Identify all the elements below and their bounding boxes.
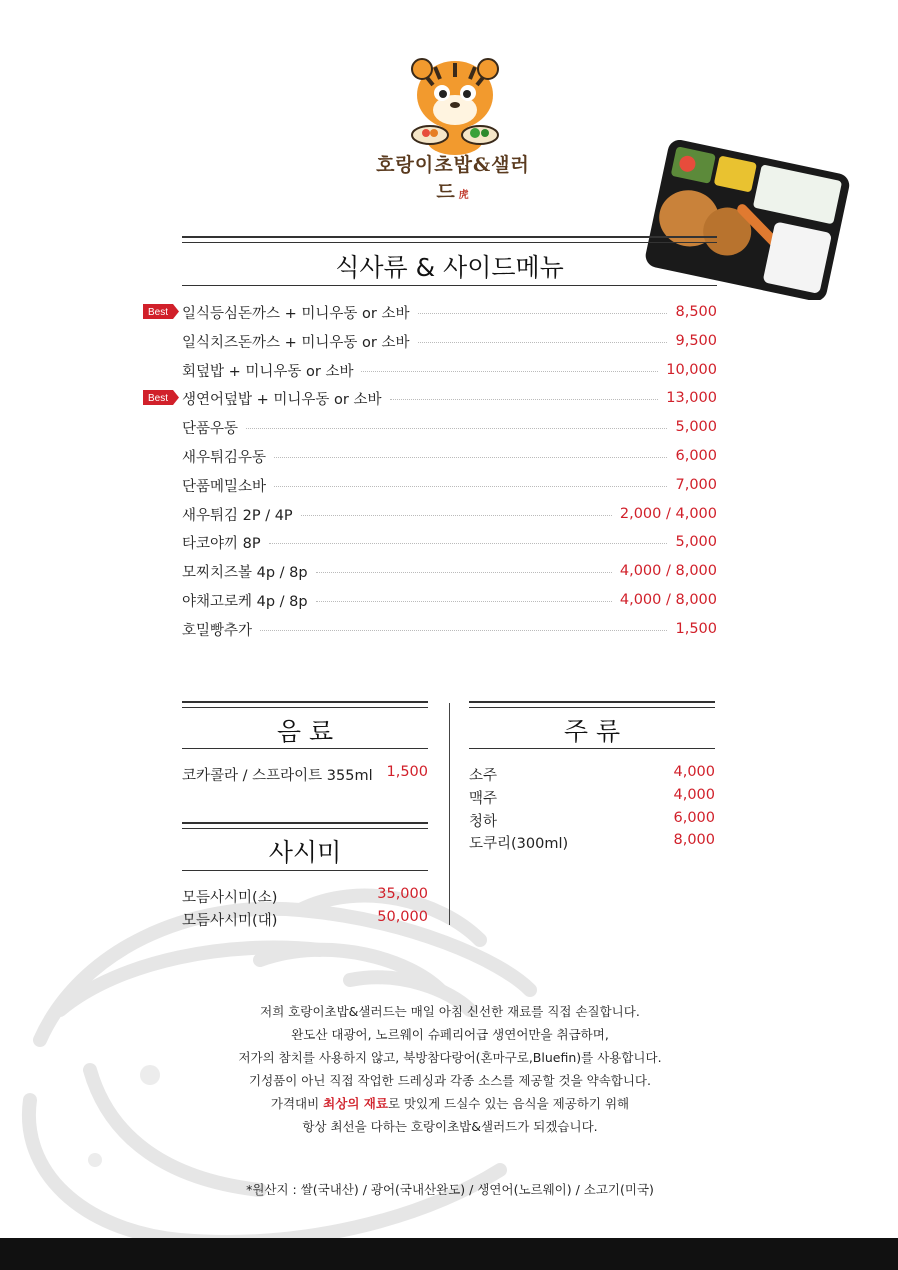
item-name: 코카콜라 / 스프라이트 355ml xyxy=(182,768,373,784)
drinks-bottom-rule xyxy=(182,748,428,749)
sashimi-bottom-rule xyxy=(182,870,428,871)
item-name: 새우튀김우동 xyxy=(182,449,267,466)
menu-item xyxy=(182,329,717,353)
item-name: 호밀빵추가 xyxy=(182,622,253,639)
notice-line: 가격대비 최상의 재료로 맛있게 드실수 있는 음식을 제공하기 위해 xyxy=(270,1096,630,1111)
notice-highlight: 최상의 재료 xyxy=(323,1096,388,1111)
dotted-leader xyxy=(361,371,658,372)
item-name: 생연어덮밥 + 미니우동 or 소바 xyxy=(182,391,382,408)
menu-item xyxy=(469,832,715,853)
dotted-leader xyxy=(269,543,668,544)
item-name: 일식치즈돈까스 + 미니우동 or 소바 xyxy=(182,334,410,351)
item-name: 도쿠리(300ml) xyxy=(469,836,569,852)
dotted-leader xyxy=(418,342,668,343)
item-price: 8,500 xyxy=(675,304,717,320)
item-name: 일식등심돈까스 + 미니우동 or 소바 xyxy=(182,305,410,322)
item-price: 7,000 xyxy=(675,477,717,493)
menu-item xyxy=(182,617,717,641)
item-name: 새우튀김 2P / 4P xyxy=(182,507,293,524)
item-price: 10,000 xyxy=(666,362,717,378)
item-price: 4,000 / 8,000 xyxy=(619,592,717,608)
origin-info: *원산지 : 쌀(국내산) / 광어(국내산완도) / 생연어(노르웨이) / 소고기(미국) xyxy=(246,1182,654,1197)
footer-bar xyxy=(0,1238,898,1270)
main-menu-title: 식사류 & 사이드메뉴 xyxy=(335,253,564,282)
item-name: 청하 xyxy=(469,814,498,830)
item-price: 2,000 / 4,000 xyxy=(619,506,717,522)
item-name: 야채고로케 4p / 8p xyxy=(182,593,308,610)
item-name: 모듬사시미(대) xyxy=(182,913,278,929)
main-menu-bottom-rule xyxy=(182,285,717,286)
column-divider xyxy=(449,703,450,925)
dotted-leader xyxy=(418,313,668,314)
quality-notice xyxy=(150,1000,750,1138)
menu-item xyxy=(182,386,717,410)
item-name: 소주 xyxy=(469,768,498,784)
liquor-top-rule xyxy=(469,701,715,708)
sashimi-top-rule xyxy=(182,822,428,829)
dotted-leader xyxy=(246,428,667,429)
item-name: 단품메밀소바 xyxy=(182,478,267,495)
main-menu-top-rule xyxy=(182,236,717,243)
menu-item xyxy=(182,300,717,324)
menu-item xyxy=(469,787,715,808)
drinks-title: 음 료 xyxy=(276,717,334,746)
menu-item xyxy=(182,415,717,439)
item-price: 4,000 xyxy=(673,764,715,780)
notice-line: 저희 호랑이초밥&샐러드는 매일 아침 신선한 재료를 직접 손질합니다. xyxy=(260,1004,640,1019)
dotted-leader xyxy=(390,399,659,400)
item-name: 맥주 xyxy=(469,791,498,807)
menu-item xyxy=(182,588,717,612)
menu-item xyxy=(469,764,715,785)
dotted-leader xyxy=(274,457,667,458)
menu-item xyxy=(182,473,717,497)
menu-item xyxy=(182,358,717,382)
liquor-title: 주 류 xyxy=(563,717,621,746)
menu-item xyxy=(182,559,717,583)
item-name: 회덮밥 + 미니우동 or 소바 xyxy=(182,363,354,380)
item-price: 9,500 xyxy=(675,333,717,349)
menu-item xyxy=(182,909,428,930)
sashimi-title: 사시미 xyxy=(268,838,342,867)
item-price: 5,000 xyxy=(675,534,717,550)
menu-item xyxy=(182,502,717,526)
liquor-bottom-rule xyxy=(469,748,715,749)
dotted-leader xyxy=(274,486,667,487)
item-price: 50,000 xyxy=(377,909,428,925)
item-price: 4,000 / 8,000 xyxy=(619,563,717,579)
best-badge-label: Best xyxy=(147,393,169,404)
notice-line: 항상 최선을 다하는 호랑이초밥&샐러드가 되겠습니다. xyxy=(302,1119,598,1134)
item-price: 6,000 xyxy=(673,810,715,826)
best-badge xyxy=(143,390,179,405)
item-price: 8,000 xyxy=(673,832,715,848)
item-name: 모듬사시미(소) xyxy=(182,890,278,906)
notice-line: 저가의 참치를 사용하지 않고, 북방참다랑어(혼마구로,Bluefin)를 사용합니다. xyxy=(238,1050,662,1065)
item-price: 1,500 xyxy=(386,764,428,780)
dotted-leader xyxy=(260,630,667,631)
brand-name: 호랑이초밥&샐러드 虎 xyxy=(376,154,530,203)
item-price: 35,000 xyxy=(377,886,428,902)
drinks-top-rule xyxy=(182,701,428,708)
item-name: 타코야끼 8P xyxy=(182,535,261,552)
item-price: 5,000 xyxy=(675,419,717,435)
dotted-leader xyxy=(316,572,612,573)
item-price: 13,000 xyxy=(666,390,717,406)
item-name: 단품우동 xyxy=(182,420,239,437)
best-badge-label: Best xyxy=(147,307,169,318)
item-name: 모찌치즈볼 4p / 8p xyxy=(182,564,308,581)
notice-line: 완도산 대광어, 노르웨이 슈페리어급 생연어만을 취급하며, xyxy=(291,1027,609,1042)
menu-item xyxy=(182,444,717,468)
menu-item xyxy=(182,764,428,785)
dotted-leader xyxy=(301,515,612,516)
menu-item xyxy=(182,886,428,907)
best-badge xyxy=(143,304,179,319)
item-price: 1,500 xyxy=(675,621,717,637)
notice-line: 기성품이 아닌 직접 작업한 드레싱과 각종 소스를 제공할 것을 약속합니다. xyxy=(249,1073,651,1088)
dotted-leader xyxy=(316,601,612,602)
menu-item xyxy=(469,810,715,831)
item-price: 6,000 xyxy=(675,448,717,464)
item-price: 4,000 xyxy=(673,787,715,803)
menu-item xyxy=(182,530,717,554)
